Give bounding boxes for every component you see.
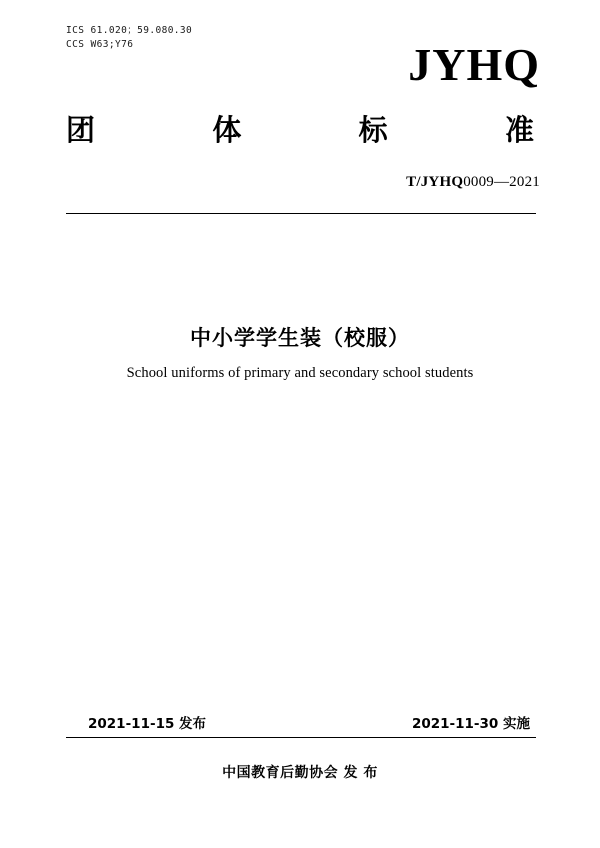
series-label xyxy=(66,108,534,149)
standard-number-value: 0009—2021 xyxy=(463,174,540,190)
issue-date: 2021-11-15 发布 xyxy=(88,716,207,732)
classification-codes xyxy=(66,24,192,52)
ccs-code: CCS W63;Y76 xyxy=(66,39,134,50)
date-row xyxy=(66,712,536,732)
series-label-char-4: 准 xyxy=(504,113,534,147)
standard-number xyxy=(406,174,540,191)
title-english: School uniforms of primary and secondary school students xyxy=(126,365,474,381)
series-label-char-2: 体 xyxy=(212,113,242,147)
ics-code: ICS 61.020；59.080.30 xyxy=(66,25,193,36)
header-divider xyxy=(66,213,536,214)
series-label-char-3: 标 xyxy=(358,113,388,147)
footer-divider xyxy=(66,737,536,738)
series-label-char-1: 团 xyxy=(66,113,96,147)
standard-number-prefix: T/JYHQ xyxy=(406,174,464,190)
title-chinese: 中小学学生装（校服） xyxy=(190,326,410,350)
publisher-line: 中国教育后勤协会 发 布 xyxy=(222,765,378,781)
implement-date: 2021-11-30 实施 xyxy=(411,716,530,732)
jyhq-logo: JYHQ xyxy=(408,39,540,90)
